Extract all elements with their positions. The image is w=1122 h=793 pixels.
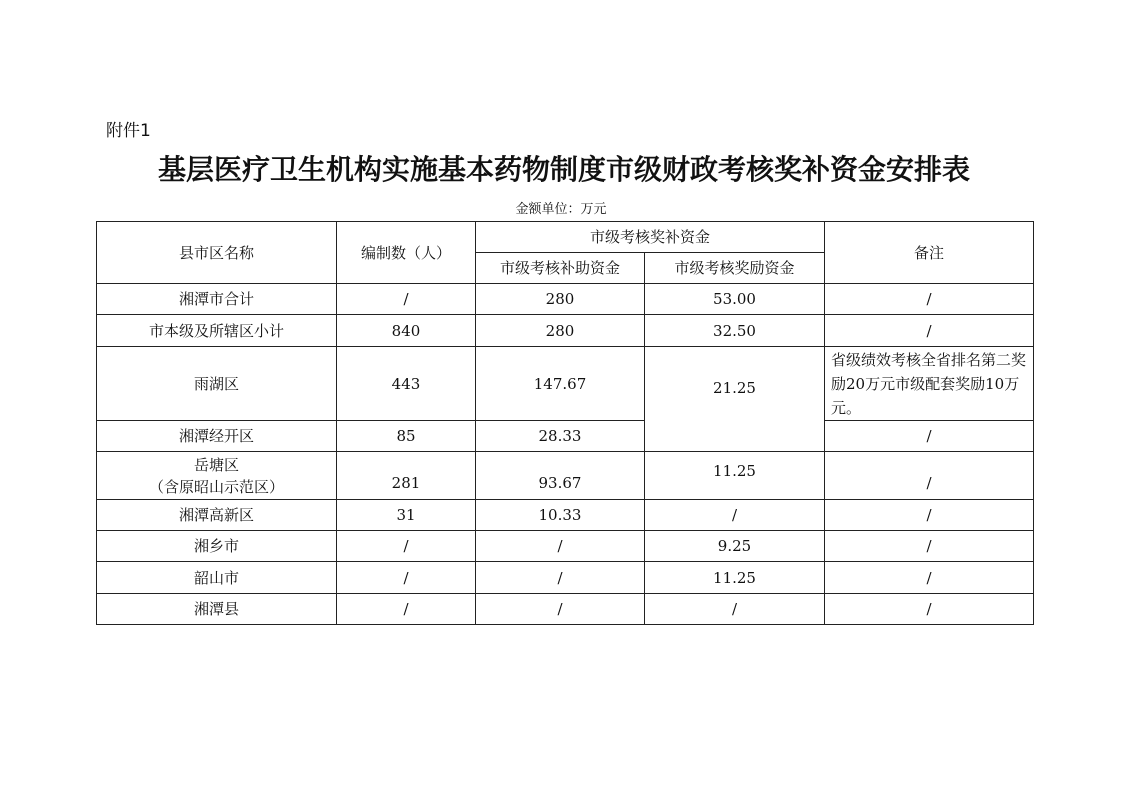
cell-region-name: 湘潭高新区 — [97, 500, 337, 531]
cell-reward: 53.00 — [645, 284, 825, 315]
table-row — [97, 421, 1034, 452]
cell-reward: 11.25 — [645, 452, 825, 500]
cell-subsidy: / — [476, 531, 645, 562]
cell-staff: 85 — [337, 421, 476, 452]
cell-region-name: 岳塘区 （含原昭山示范区） — [97, 452, 337, 500]
cell-staff: / — [337, 284, 476, 315]
page-title: 基层医疗卫生机构实施基本药物制度市级财政考核奖补资金安排表 — [157, 153, 970, 186]
cell-staff: 31 — [337, 500, 476, 531]
cell-region-name: 湘潭市合计 — [97, 284, 337, 315]
cell-staff: 443 — [337, 347, 476, 421]
cell-staff: 281 — [337, 452, 476, 500]
cell-subsidy: 280 — [476, 315, 645, 347]
cell-remark: / — [825, 500, 1034, 531]
cell-region-name: 湘潭县 — [97, 594, 337, 625]
cell-region-name: 湘潭经开区 — [97, 421, 337, 452]
attachment-label: 附件1 — [106, 121, 151, 141]
header-region: 县市区名称 — [97, 222, 337, 284]
cell-reward: 11.25 — [645, 562, 825, 594]
table-row — [97, 347, 1034, 421]
cell-remark-note: 省级绩效考核全省排名第二奖励20万元市级配套奖励10万元。 — [825, 347, 1034, 421]
table-row — [97, 452, 1034, 500]
cell-staff: / — [337, 562, 476, 594]
funding-table — [96, 221, 1034, 625]
cell-remark: / — [825, 315, 1034, 347]
table-row — [97, 284, 1034, 315]
table-row — [97, 500, 1034, 531]
cell-reward: 9.25 — [645, 531, 825, 562]
cell-subsidy: 147.67 — [476, 347, 645, 421]
cell-remark: / — [825, 531, 1034, 562]
cell-remark: / — [825, 594, 1034, 625]
cell-region-name: 市本级及所辖区小计 — [97, 315, 337, 347]
cell-reward: / — [645, 500, 825, 531]
header-subsidy: 市级考核补助资金 — [476, 253, 645, 284]
cell-subsidy: 28.33 — [476, 421, 645, 452]
table-row — [97, 594, 1034, 625]
header-staff: 编制数（人） — [337, 222, 476, 284]
cell-region-name: 湘乡市 — [97, 531, 337, 562]
cell-subsidy: 93.67 — [476, 452, 645, 500]
cell-staff: / — [337, 531, 476, 562]
table-row — [97, 531, 1034, 562]
cell-reward-merged: 21.25 — [645, 347, 825, 452]
cell-remark: / — [825, 562, 1034, 594]
cell-remark: / — [825, 284, 1034, 315]
table-row — [97, 562, 1034, 594]
cell-remark: / — [825, 452, 1034, 500]
cell-subsidy: 10.33 — [476, 500, 645, 531]
cell-subsidy: 280 — [476, 284, 645, 315]
unit-note: 金额单位：万元 — [515, 202, 607, 217]
header-reward: 市级考核奖励资金 — [645, 253, 825, 284]
cell-region-name: 雨湖区 — [97, 347, 337, 421]
cell-subsidy: / — [476, 562, 645, 594]
header-remark: 备注 — [825, 222, 1034, 284]
cell-subsidy: / — [476, 594, 645, 625]
header-fund-group: 市级考核奖补资金 — [476, 222, 825, 253]
cell-reward: / — [645, 594, 825, 625]
cell-remark: / — [825, 421, 1034, 452]
cell-staff: 840 — [337, 315, 476, 347]
table-row — [97, 315, 1034, 347]
cell-reward: 32.50 — [645, 315, 825, 347]
cell-staff: / — [337, 594, 476, 625]
cell-region-name: 韶山市 — [97, 562, 337, 594]
